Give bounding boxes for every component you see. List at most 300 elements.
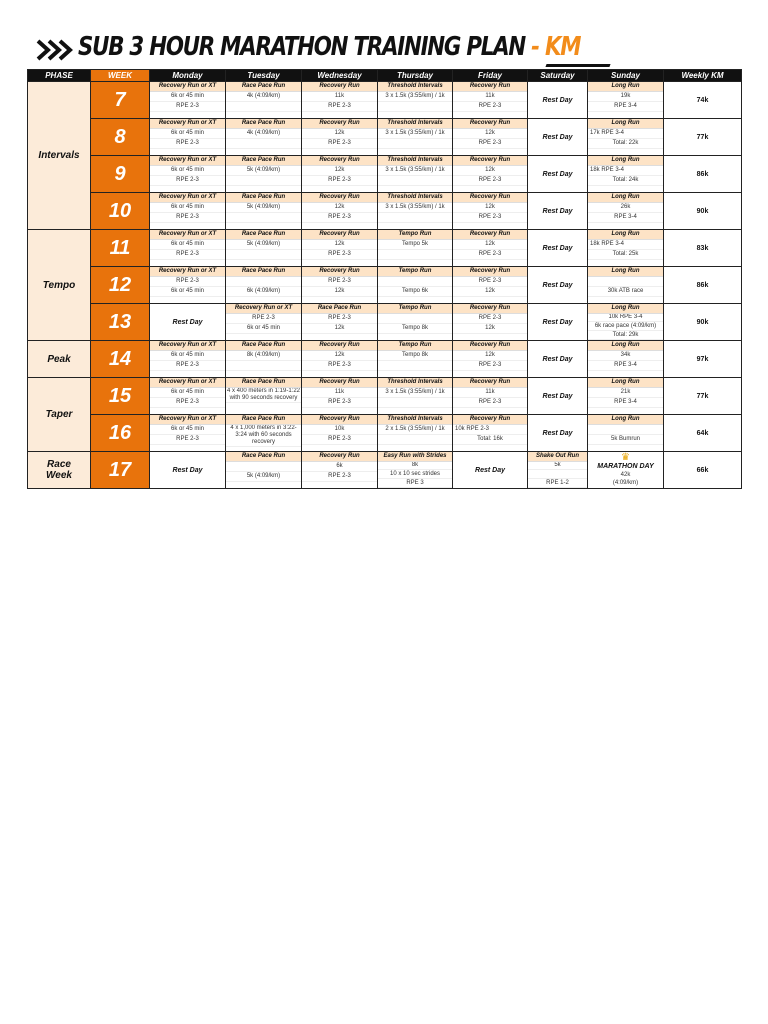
saturday-rest-day: Rest Day [528, 82, 588, 119]
workout-line: 8k (4:09/km) [226, 351, 301, 361]
workout-line: 11k [453, 92, 527, 102]
workout-line [226, 139, 301, 149]
workout-line: 12k [453, 129, 527, 139]
workout-line [378, 314, 452, 324]
workout-title: Recovery Run [453, 341, 527, 351]
workout-line: 11k [453, 388, 527, 398]
workout-title: Recovery Run [302, 193, 377, 203]
week-row-9 [28, 156, 742, 193]
workout-title: Tempo Run [378, 341, 452, 351]
tuesday-cell [226, 415, 302, 452]
workout-title: Race Pace Run [226, 378, 301, 388]
workout-line: 5k (4:09/km) [226, 472, 301, 482]
saturday-rest-day: Rest Day [528, 378, 588, 415]
workout-line: RPE 2-3 [302, 277, 377, 287]
workout-line: 26k [588, 203, 663, 213]
sunday-cell [588, 193, 664, 230]
workout-title: Tempo Run [378, 230, 452, 240]
workout-title: Long Run [588, 82, 663, 92]
workout-line: RPE 2-3 [150, 213, 225, 223]
sunday-cell [588, 267, 664, 304]
workout-line: RPE 2-3 [226, 314, 301, 324]
workout-title: Recovery Run [453, 415, 527, 425]
workout-line [226, 213, 301, 223]
workout-line: 11k [302, 388, 377, 398]
workout-line: 10k [302, 425, 377, 435]
workout-line: RPE 2-3 [453, 250, 527, 260]
week-row-16 [28, 415, 742, 452]
thursday-cell [378, 378, 453, 415]
workout-line: RPE 2-3 [150, 102, 225, 112]
workout-line: RPE 2-3 [453, 213, 527, 223]
week-row-10 [28, 193, 742, 230]
workout-line [226, 250, 301, 260]
workout-title: Race Pace Run [226, 415, 301, 425]
monday-cell [150, 119, 226, 156]
workout-line: 6k (4:09/km) [226, 287, 301, 297]
workout-title: Recovery Run [302, 119, 377, 129]
wednesday-cell [302, 230, 378, 267]
week-row-14 [28, 341, 742, 378]
monday-cell [150, 82, 226, 119]
monday-rest-day: Rest Day [150, 452, 226, 489]
workout-line: 5k Bumrun [588, 435, 663, 445]
workout-line: RPE 2-3 [453, 102, 527, 112]
thursday-cell [378, 230, 453, 267]
workout-line: 12k [453, 203, 527, 213]
friday-cell [453, 267, 528, 304]
workout-title: Recovery Run [453, 304, 527, 314]
phase-race-label: Race [47, 459, 71, 470]
wednesday-cell [302, 82, 378, 119]
workout-title: Tempo Run [378, 267, 452, 277]
workout-line: Total: 22k [588, 139, 663, 149]
tuesday-cell [226, 378, 302, 415]
workout-line: RPE 2-3 [453, 314, 527, 324]
workout-line: RPE 2-3 [302, 398, 377, 408]
sunday-cell [588, 230, 664, 267]
workout-line: Total: 24k [588, 176, 663, 186]
workout-line: 12k [302, 287, 377, 297]
workout-title: Long Run [588, 230, 663, 240]
friday-cell [453, 193, 528, 230]
sunday-cell [588, 378, 664, 415]
wednesday-cell [302, 415, 378, 452]
workout-line: 6k or 45 min [150, 166, 225, 176]
sunday-cell [588, 415, 664, 452]
workout-title: Recovery Run [453, 193, 527, 203]
workout-line: RPE 2-3 [150, 398, 225, 408]
monday-rest-day: Rest Day [150, 304, 226, 341]
workout-line: 18k RPE 3-4 [588, 166, 663, 176]
monday-cell [150, 415, 226, 452]
workout-title: Recovery Run [453, 378, 527, 388]
workout-line: 10k RPE 3-4 [588, 314, 663, 322]
col-phase: PHASE [28, 70, 91, 82]
workout-title: Easy Run with Strides [378, 452, 452, 462]
week-number: 9 [91, 156, 150, 193]
saturday-rest-day: Rest Day [528, 230, 588, 267]
workout-line: 3 x 1.5k (3:55/km) / 1k [378, 92, 452, 102]
header-row [28, 70, 742, 82]
sunday-cell [588, 82, 664, 119]
sunday-marathon-cell [588, 452, 664, 489]
saturday-rest-day: Rest Day [528, 119, 588, 156]
chevrons-logo-icon [36, 39, 76, 61]
weekly-km: 77k [664, 378, 742, 415]
workout-line [378, 435, 452, 445]
workout-line: 5k (4:09/km) [226, 240, 301, 250]
workout-line [226, 361, 301, 371]
friday-cell [453, 230, 528, 267]
saturday-rest-day: Rest Day [528, 193, 588, 230]
workout-line: RPE 2-3 [453, 176, 527, 186]
workout-line: RPE 3-4 [588, 213, 663, 223]
thursday-cell [378, 267, 453, 304]
tuesday-cell [226, 452, 302, 489]
workout-line: Total: 29k [588, 331, 663, 340]
workout-line: RPE 3-4 [588, 361, 663, 371]
workout-line: 17k RPE 3-4 [588, 129, 663, 139]
workout-title: Recovery Run [453, 230, 527, 240]
thursday-cell [378, 452, 453, 489]
workout-line: 4 x 400 meters in 1:19-1:22 with 90 seconds recovery [226, 388, 301, 401]
workout-line: RPE 3 [378, 479, 452, 488]
workout-line: 5k (4:09/km) [226, 166, 301, 176]
workout-line [378, 277, 452, 287]
friday-cell [453, 304, 528, 341]
workout-line: RPE 2-3 [453, 398, 527, 408]
friday-rest-day: Rest Day [453, 452, 528, 489]
workout-line: Tempo 5k [378, 240, 452, 250]
workout-line: 4k (4:09/km) [226, 129, 301, 139]
workout-title: Recovery Run [453, 82, 527, 92]
workout-line: 6k or 45 min [150, 92, 225, 102]
sunday-cell [588, 156, 664, 193]
week-row-7 [28, 82, 742, 119]
workout-title: Long Run [588, 156, 663, 166]
workout-line [528, 470, 587, 479]
workout-line: 21k [588, 388, 663, 398]
friday-cell [453, 415, 528, 452]
week-row-8 [28, 119, 742, 156]
workout-title: Threshold Intervals [378, 378, 452, 388]
workout-title: Recovery Run [302, 452, 377, 462]
workout-line: Tempo 8k [378, 351, 452, 361]
workout-line: 6k or 45 min [150, 240, 225, 250]
workout-title: Recovery Run or XT [150, 415, 225, 425]
workout-title: Race Pace Run [226, 452, 301, 462]
workout-line: RPE 2-3 [453, 361, 527, 371]
week-number: 15 [91, 378, 150, 415]
friday-cell [453, 119, 528, 156]
workout-line: RPE 2-3 [453, 277, 527, 287]
workout-title: Recovery Run [453, 267, 527, 277]
thursday-cell [378, 415, 453, 452]
week-number: 17 [91, 452, 150, 489]
week-row-15 [28, 378, 742, 415]
workout-title: Long Run [588, 193, 663, 203]
page-title [78, 32, 580, 62]
workout-title: Threshold Intervals [378, 193, 452, 203]
workout-line [226, 176, 301, 186]
workout-line: 6k or 45 min [150, 203, 225, 213]
week-number: 8 [91, 119, 150, 156]
workout-title: Long Run [588, 341, 663, 351]
crown-icon: ♛ [621, 451, 630, 463]
sunday-cell [588, 119, 664, 156]
workout-title: Recovery Run [453, 156, 527, 166]
workout-line: 5k (4:09/km) [226, 203, 301, 213]
workout-line [378, 398, 452, 408]
workout-title: Recovery Run or XT [150, 341, 225, 351]
saturday-rest-day: Rest Day [528, 304, 588, 341]
workout-line: 12k [453, 287, 527, 297]
workout-title: Shake Out Run [528, 452, 587, 462]
weekly-km: 90k [664, 193, 742, 230]
workout-title: Recovery Run [302, 341, 377, 351]
marathon-day-label: MARATHON DAY [597, 462, 654, 470]
friday-cell [453, 378, 528, 415]
workout-line: RPE 3-4 [588, 398, 663, 408]
weekly-km: 66k [664, 452, 742, 489]
workout-title: Long Run [588, 378, 663, 388]
workout-line: 8k [378, 462, 452, 470]
phase-peak: Peak [28, 341, 91, 378]
workout-line [378, 250, 452, 260]
thursday-cell [378, 119, 453, 156]
phase-intervals: Intervals [28, 82, 91, 230]
workout-line: 12k [453, 351, 527, 361]
saturday-rest-day: Rest Day [528, 415, 588, 452]
workout-title: Recovery Run or XT [226, 304, 301, 314]
workout-line: 12k [302, 203, 377, 213]
workout-line: RPE 2-3 [302, 435, 377, 445]
workout-line: Total: 25k [588, 250, 663, 260]
workout-line: 12k [302, 324, 377, 334]
week-number: 13 [91, 304, 150, 341]
workout-title: Race Pace Run [226, 267, 301, 277]
wednesday-cell [302, 119, 378, 156]
title-km-suffix: - KM [531, 32, 581, 62]
workout-line: 12k [302, 129, 377, 139]
workout-title: Race Pace Run [226, 193, 301, 203]
week-number: 7 [91, 82, 150, 119]
training-plan-table [27, 69, 742, 489]
monday-cell [150, 230, 226, 267]
workout-line [378, 213, 452, 223]
workout-line: 6k or 45 min [150, 287, 225, 297]
workout-line: 6k race pace (4:09/km) [588, 322, 663, 331]
title-underline [545, 64, 610, 67]
workout-line: 30k ATB race [588, 287, 663, 297]
phase-race-week [28, 452, 91, 489]
workout-line: 19k [588, 92, 663, 102]
thursday-cell [378, 193, 453, 230]
monday-cell [150, 267, 226, 304]
monday-cell [150, 341, 226, 378]
workout-line [588, 277, 663, 287]
workout-line: Tempo 8k [378, 324, 452, 334]
workout-title: Race Pace Run [226, 82, 301, 92]
workout-line: RPE 2-3 [150, 176, 225, 186]
weekly-km: 86k [664, 267, 742, 304]
workout-line: 6k or 45 min [226, 324, 301, 334]
workout-line [226, 102, 301, 112]
workout-line: Tempo 6k [378, 287, 452, 297]
workout-line: 10k RPE 2-3 [453, 425, 527, 435]
workout-title: Tempo Run [378, 304, 452, 314]
phase-tempo: Tempo [28, 230, 91, 341]
saturday-rest-day: Rest Day [528, 341, 588, 378]
workout-line [588, 425, 663, 435]
workout-title: Recovery Run or XT [150, 119, 225, 129]
workout-line: 10 x 10 sec strides [378, 470, 452, 479]
workout-line [378, 139, 452, 149]
week-number: 11 [91, 230, 150, 267]
week-number: 10 [91, 193, 150, 230]
workout-line: 12k [302, 240, 377, 250]
tuesday-cell [226, 119, 302, 156]
workout-line [226, 277, 301, 287]
workout-title: Recovery Run or XT [150, 156, 225, 166]
workout-line [378, 361, 452, 371]
workout-title: Threshold Intervals [378, 119, 452, 129]
friday-cell [453, 156, 528, 193]
workout-line: RPE 2-3 [150, 277, 225, 287]
tuesday-cell [226, 304, 302, 341]
workout-line: 6k or 45 min [150, 351, 225, 361]
workout-line [378, 176, 452, 186]
workout-title: Long Run [588, 304, 663, 314]
workout-line: RPE 2-3 [150, 139, 225, 149]
workout-line: RPE 2-3 [302, 472, 377, 482]
workout-line: 12k [453, 166, 527, 176]
workout-title: Race Pace Run [226, 156, 301, 166]
workout-line: 4k (4:09/km) [226, 92, 301, 102]
workout-line: RPE 2-3 [453, 139, 527, 149]
workout-line: 3 x 1.5k (3:55/km) / 1k [378, 388, 452, 398]
thursday-cell [378, 304, 453, 341]
workout-title: Recovery Run [302, 156, 377, 166]
workout-line: 4 x 1,000 meters in 3:22-3:24 with 60 seconds recovery [226, 425, 301, 447]
workout-title: Recovery Run [453, 119, 527, 129]
workout-title: Threshold Intervals [378, 82, 452, 92]
workout-title: Long Run [588, 267, 663, 277]
workout-line [378, 102, 452, 112]
col-thursday: Thursday [378, 70, 453, 82]
workout-title: Recovery Run [302, 415, 377, 425]
wednesday-cell [302, 378, 378, 415]
workout-title: Recovery Run [302, 230, 377, 240]
weekly-km: 77k [664, 119, 742, 156]
col-friday: Friday [453, 70, 528, 82]
workout-line: 2 x 1.5k (3:55/km) / 1k [378, 425, 452, 435]
workout-line: 11k [302, 92, 377, 102]
week-number: 14 [91, 341, 150, 378]
tuesday-cell [226, 341, 302, 378]
thursday-cell [378, 156, 453, 193]
workout-line: Total: 16k [453, 435, 527, 445]
workout-title: Recovery Run [302, 82, 377, 92]
workout-line: 34k [588, 351, 663, 361]
monday-cell [150, 378, 226, 415]
workout-line: RPE 2-3 [150, 250, 225, 260]
tuesday-cell [226, 82, 302, 119]
workout-title: Recovery Run or XT [150, 193, 225, 203]
workout-line: 6k or 45 min [150, 129, 225, 139]
wednesday-cell [302, 304, 378, 341]
workout-line: 12k [302, 351, 377, 361]
workout-line: 3 x 1.5k (3:55/km) / 1k [378, 129, 452, 139]
week-row-12 [28, 267, 742, 304]
workout-line: RPE 2-3 [302, 250, 377, 260]
phase-week-label: Week [46, 470, 72, 481]
workout-line: 12k [302, 166, 377, 176]
workout-line: 18k RPE 3-4 [588, 240, 663, 250]
week-row-17 [28, 452, 742, 489]
monday-cell [150, 156, 226, 193]
workout-line: 6k or 45 min [150, 388, 225, 398]
friday-cell [453, 82, 528, 119]
col-wednesday: Wednesday [302, 70, 378, 82]
workout-line: RPE 2-3 [302, 361, 377, 371]
sunday-cell [588, 304, 664, 341]
weekly-km: 83k [664, 230, 742, 267]
weekly-km: 90k [664, 304, 742, 341]
tuesday-cell [226, 230, 302, 267]
title-main: SUB 3 HOUR MARATHON TRAINING PLAN [78, 32, 532, 62]
weekly-km: 74k [664, 82, 742, 119]
col-week: WEEK [91, 70, 150, 82]
workout-line: RPE 2-3 [150, 361, 225, 371]
workout-line: RPE 2-3 [302, 176, 377, 186]
saturday-rest-day: Rest Day [528, 156, 588, 193]
tuesday-cell [226, 193, 302, 230]
workout-line: RPE 2-3 [302, 102, 377, 112]
col-weekly-km: Weekly KM [664, 70, 742, 82]
marathon-pace: (4:09/km) [612, 479, 639, 486]
workout-title: Race Pace Run [302, 304, 377, 314]
col-saturday: Saturday [528, 70, 588, 82]
workout-line: 5k [528, 462, 587, 470]
workout-title: Threshold Intervals [378, 415, 452, 425]
workout-line: RPE 2-3 [302, 314, 377, 324]
thursday-cell [378, 82, 453, 119]
col-sunday: Sunday [588, 70, 664, 82]
workout-title: Recovery Run [302, 267, 377, 277]
workout-title: Recovery Run or XT [150, 230, 225, 240]
workout-title: Recovery Run or XT [150, 267, 225, 277]
workout-line: 12k [453, 240, 527, 250]
wednesday-cell [302, 156, 378, 193]
workout-title: Race Pace Run [226, 230, 301, 240]
workout-line: RPE 1-2 [528, 479, 587, 488]
workout-line [226, 462, 301, 472]
tuesday-cell [226, 156, 302, 193]
header [32, 30, 740, 70]
monday-cell [150, 193, 226, 230]
week-row-13 [28, 304, 742, 341]
workout-line: RPE 2-3 [150, 435, 225, 445]
saturday-cell [528, 452, 588, 489]
workout-line: RPE 2-3 [302, 213, 377, 223]
workout-line: 6k [302, 462, 377, 472]
weekly-km: 64k [664, 415, 742, 452]
weekly-km: 97k [664, 341, 742, 378]
workout-line: RPE 2-3 [302, 139, 377, 149]
week-row-11 [28, 230, 742, 267]
